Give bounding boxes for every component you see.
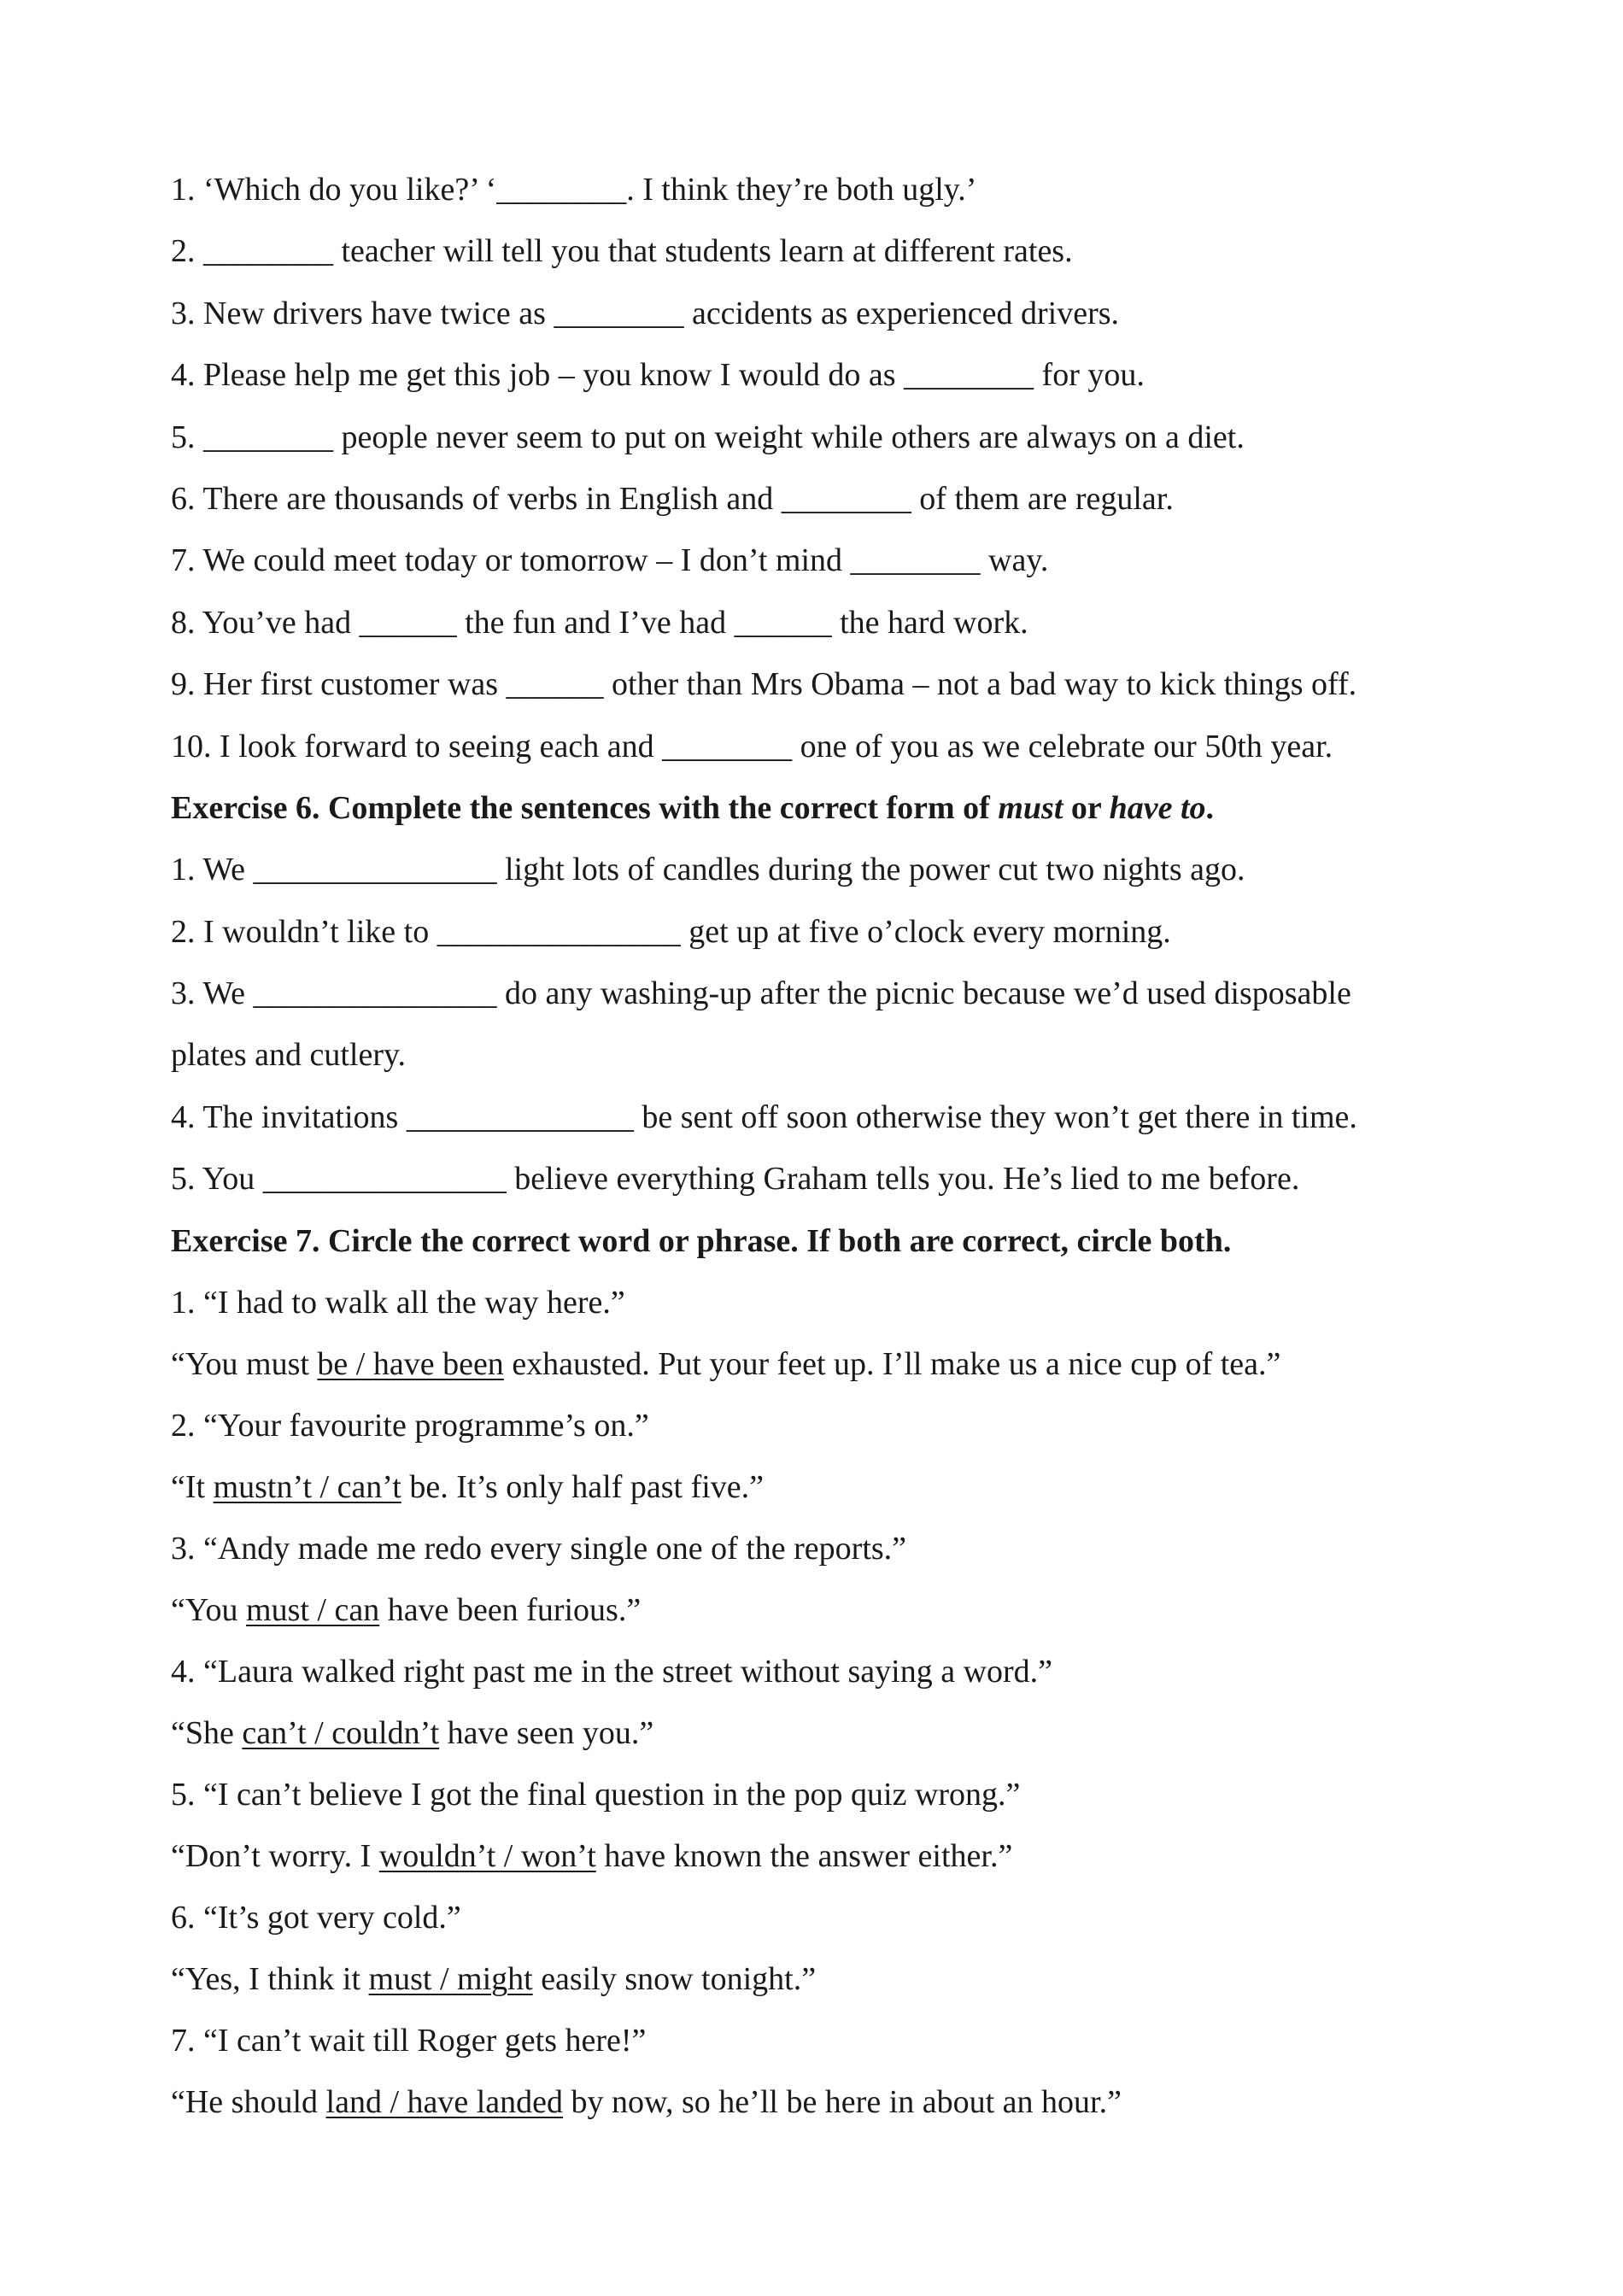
ex5-item-1: 1. ‘Which do you like?’ ‘________. I think they’re both ugly.’ bbox=[171, 172, 977, 208]
response-text: have known the answer either.” bbox=[595, 1838, 1013, 1875]
ex7-item-5-prompt: 5. “I can’t believe I got the final question in the pop quiz wrong.” bbox=[171, 1777, 1021, 1813]
ex7-item-6-prompt: 6. “It’s got very cold.” bbox=[171, 1900, 461, 1936]
worksheet-content bbox=[171, 166, 1478, 2140]
ex7-item-5-response bbox=[171, 1832, 1478, 1894]
choice-options[interactable]: must / can bbox=[246, 1592, 380, 1629]
ex6-item-4: 4. The invitations ______________ be sent off soon otherwise they won’t get there in time. bbox=[171, 1098, 1357, 1135]
ex6-item-5: 5. You _______________ believe everything Graham tells you. He’s lied to me before. bbox=[171, 1161, 1300, 1198]
ex5-item-7: 7. We could meet today or tomorrow – I don’t mind ________ way. bbox=[171, 542, 1049, 579]
response-text: “He should bbox=[171, 2084, 326, 2121]
ex7-item-4-response bbox=[171, 1709, 1478, 1771]
response-text: have been furious.” bbox=[379, 1592, 642, 1629]
response-text: “You bbox=[171, 1592, 247, 1629]
response-text: “It bbox=[171, 1469, 214, 1506]
response-text: be. It’s only half past five.” bbox=[401, 1469, 765, 1506]
ex6-heading bbox=[171, 784, 1478, 846]
response-text: by now, so he’ll be here in about an hour.” bbox=[563, 2084, 1122, 2121]
ex7-item-7-response bbox=[171, 2078, 1478, 2140]
ex6-heading-or: or bbox=[1063, 789, 1110, 826]
ex5-item-5: 5. ________ people never seem to put on weight while others are always on a diet. bbox=[171, 419, 1245, 455]
response-text: exhausted. Put your feet up. I’ll make us a nice cup of tea.” bbox=[503, 1346, 1281, 1383]
ex6-item-2: 2. I wouldn’t like to _______________ get up at five o’clock every morning. bbox=[171, 913, 1171, 950]
ex7-item-4-prompt: 4. “Laura walked right past me in the street without saying a word.” bbox=[171, 1654, 1053, 1690]
ex6-item-3-continued: plates and cutlery. bbox=[171, 1037, 407, 1074]
ex7-heading: Exercise 7. Circle the correct word or phrase. If both are correct, circle both. bbox=[171, 1222, 1232, 1259]
ex7-item-3-response bbox=[171, 1586, 1478, 1648]
response-text: “Don’t worry. I bbox=[171, 1838, 379, 1875]
ex6-heading-em-have-to: have to bbox=[1109, 789, 1206, 826]
ex7-item-6-response bbox=[171, 1955, 1478, 2017]
response-text: “Yes, I think it bbox=[171, 1961, 369, 1998]
response-text: easily snow tonight.” bbox=[532, 1961, 817, 1998]
ex7-item-1-prompt: 1. “I had to walk all the way here.” bbox=[171, 1285, 625, 1321]
choice-options[interactable]: must / might bbox=[368, 1961, 533, 1998]
choice-options[interactable]: can’t / couldn’t bbox=[242, 1715, 440, 1752]
ex6-heading-em-must: must bbox=[998, 789, 1063, 826]
choice-options[interactable]: land / have landed bbox=[325, 2084, 564, 2121]
choice-options[interactable]: wouldn’t / won’t bbox=[378, 1838, 596, 1875]
ex6-heading-text: Exercise 6. Complete the sentences with the correct form of bbox=[171, 789, 999, 826]
ex6-item-1: 1. We _______________ light lots of candles during the power cut two nights ago. bbox=[171, 852, 1245, 888]
ex7-item-2-prompt: 2. “Your favourite programme’s on.” bbox=[171, 1408, 649, 1444]
ex7-item-3-prompt: 3. “Andy made me redo every single one of the reports.” bbox=[171, 1531, 907, 1567]
ex7-item-7-prompt: 7. “I can’t wait till Roger gets here!” bbox=[171, 2023, 647, 2059]
ex6-heading-end: . bbox=[1205, 789, 1215, 826]
ex5-item-3: 3. New drivers have twice as ________ accidents as experienced drivers. bbox=[171, 295, 1120, 331]
ex5-item-4: 4. Please help me get this job – you know I would do as ________ for you. bbox=[171, 357, 1145, 394]
ex7-item-1-response bbox=[171, 1340, 1478, 1402]
response-text: “She bbox=[171, 1715, 243, 1752]
response-text: “You must bbox=[171, 1346, 318, 1383]
ex5-item-8: 8. You’ve had ______ the fun and I’ve had ______ the hard work. bbox=[171, 604, 1028, 641]
ex5-item-2: 2. ________ teacher will tell you that students learn at different rates. bbox=[171, 233, 1073, 270]
ex5-item-9: 9. Her first customer was ______ other than Mrs Obama – not a bad way to kick things off. bbox=[171, 666, 1357, 703]
ex7-item-2-response bbox=[171, 1463, 1478, 1525]
response-text: have seen you.” bbox=[439, 1715, 654, 1752]
ex6-item-3: 3. We _______________ do any washing-up after the picnic because we’d used disposable bbox=[171, 975, 1351, 1012]
ex5-item-10: 10. I look forward to seeing each and ________ one of you as we celebrate our 50th year. bbox=[171, 728, 1333, 764]
choice-options[interactable]: be / have been bbox=[317, 1346, 504, 1383]
choice-options[interactable]: mustn’t / can’t bbox=[213, 1469, 401, 1506]
ex5-item-6: 6. There are thousands of verbs in English and ________ of them are regular. bbox=[171, 480, 1174, 517]
